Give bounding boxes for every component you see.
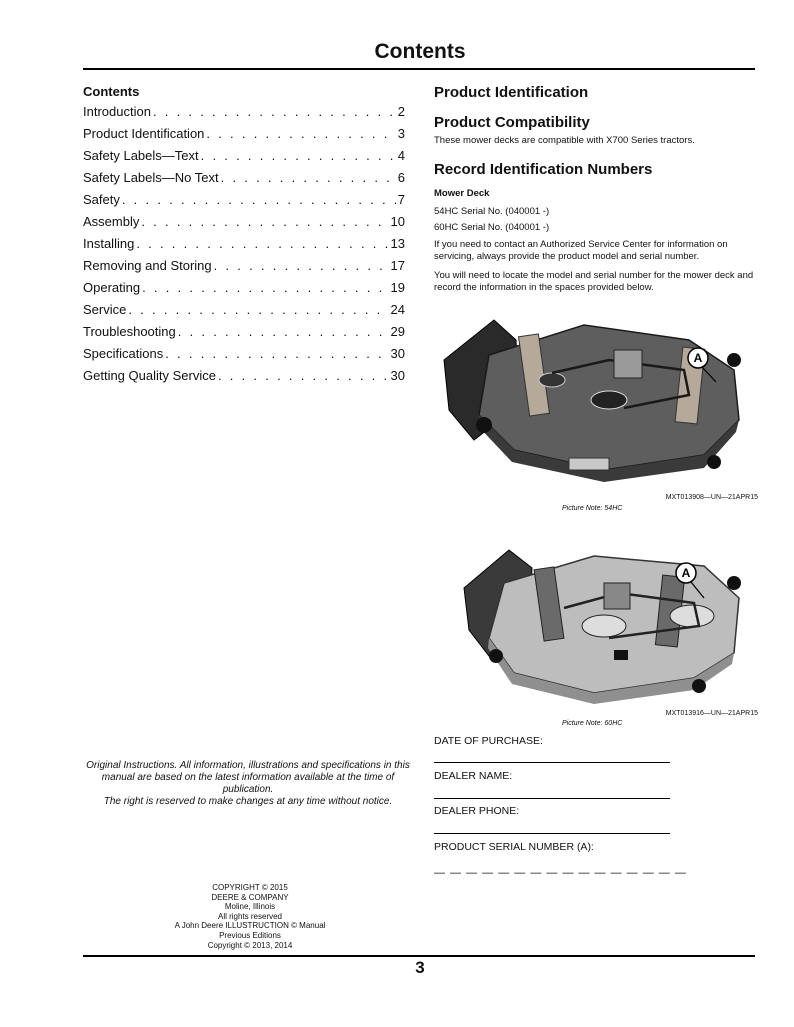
toc-entry[interactable] (83, 346, 405, 368)
date-of-purchase-line[interactable] (434, 762, 670, 763)
spindle-pulley (539, 373, 565, 387)
serial-60hc: 60HC Serial No. (040001 -) (434, 222, 550, 233)
toc-entry-page: 30 (390, 368, 405, 383)
figure-id-60hc: MXT013916—UN—21APR15 (665, 710, 758, 717)
compatibility-text: These mower decks are compatible with X700 Series tractors. (434, 135, 695, 146)
serial-54hc: 54HC Serial No. (040001 -) (434, 206, 550, 217)
toc-leader-dots (153, 104, 396, 119)
serial-number-blank[interactable]: — — — — — — — — — — — — — — — — (434, 867, 687, 879)
notice-line-2: The right is reserved to make changes at any time without notice. (103, 796, 393, 807)
copyright-block (160, 883, 340, 950)
dealer-phone-line[interactable] (434, 833, 670, 834)
toc-entry-title: Safety (83, 192, 120, 207)
copyright-line: Previous Editions (219, 930, 281, 940)
gauge-wheel (727, 353, 741, 367)
toc-entry[interactable] (83, 170, 405, 192)
callout-letter: A (693, 351, 703, 365)
toc-entry-title: Service (83, 302, 127, 317)
page-number: 3 (415, 958, 425, 977)
toc-leader-dots (128, 302, 388, 317)
toc-entry-title: Assembly (83, 214, 140, 229)
toc-entry-title: Specifications (83, 346, 164, 361)
toc-heading: Contents (83, 84, 140, 99)
toc-entry[interactable] (83, 104, 405, 126)
toc-entry-title: Safety Labels—Text (83, 148, 199, 163)
copyright-line: Copyright © 2013, 2014 (207, 940, 293, 950)
toc-leader-dots (178, 324, 389, 339)
toc-entry[interactable] (83, 236, 405, 258)
toc-entry-page: 7 (397, 192, 405, 207)
copyright-line: DEERE & COMPANY (211, 892, 289, 902)
locate-text: You will need to locate the model and serial number for the mower deck and record the information in the spaces provided below. (434, 270, 754, 293)
toc-leader-dots (141, 214, 388, 229)
gauge-wheel (489, 649, 503, 663)
toc-entry[interactable] (83, 126, 405, 148)
toc-entry-title: Operating (83, 280, 141, 295)
toc-leader-dots (206, 126, 395, 141)
toc-entry-page: 4 (397, 148, 405, 163)
footer-rule (83, 955, 755, 957)
spindle-pulley (670, 605, 714, 627)
header-rule (83, 68, 755, 70)
toc-entry[interactable] (83, 368, 405, 390)
record-numbers-heading: Record Identification Numbers (434, 161, 653, 178)
picture-note-60hc: Picture Note: 60HC (562, 720, 623, 727)
toc-entry-page: 10 (390, 214, 405, 229)
toc-entry-title: Troubleshooting (83, 324, 176, 339)
product-compatibility-heading: Product Compatibility (434, 114, 590, 131)
toc-entry-page: 13 (390, 236, 405, 251)
toc-entry[interactable] (83, 192, 405, 214)
toc-entry-title: Safety Labels—No Text (83, 170, 219, 185)
toc-entry-title: Getting Quality Service (83, 368, 216, 383)
toc-entry-page: 2 (397, 104, 405, 119)
spindle-pulley (582, 615, 626, 637)
toc-entry-title: Removing and Storing (83, 258, 212, 273)
gauge-wheel (707, 455, 721, 469)
toc-leader-dots (201, 148, 396, 163)
toc-entry-page: 3 (397, 126, 405, 141)
copyright-line: A John Deere ILLUSTRUCTION © Manual (174, 921, 326, 931)
copyright-line: COPYRIGHT © 2015 (212, 883, 288, 892)
toc-entry-title: Installing (83, 236, 135, 251)
dealer-phone-label: DEALER PHONE: (434, 805, 520, 817)
gearbox (614, 350, 642, 378)
serial-number-label: PRODUCT SERIAL NUMBER (A): (434, 841, 594, 853)
gauge-wheel (476, 417, 492, 433)
callout-letter: A (681, 566, 691, 580)
mower-deck-60hc-illustration (434, 538, 759, 708)
dealer-name-label: DEALER NAME: (434, 770, 513, 782)
toc-entry-page: 6 (397, 170, 405, 185)
toc-entry-page: 17 (390, 258, 405, 273)
mower-deck-label: Mower Deck (434, 188, 490, 199)
toc-leader-dots (221, 170, 396, 185)
front-roller (569, 458, 609, 470)
toc-leader-dots (122, 192, 396, 207)
dealer-name-line[interactable] (434, 798, 670, 799)
gauge-wheel (727, 576, 741, 590)
figure-id-54hc: MXT013908—UN—21APR15 (665, 494, 758, 501)
page-title: Contents (374, 40, 466, 63)
gearbox (604, 583, 630, 609)
gauge-wheel (692, 679, 706, 693)
toc-entry-page: 24 (390, 302, 405, 317)
mower-deck-54hc-illustration (434, 300, 759, 485)
toc-entry-page: 30 (390, 346, 405, 361)
copyright-line: Moline, Illinois (224, 902, 276, 912)
toc-leader-dots (142, 280, 388, 295)
toc-entry-page: 19 (390, 280, 405, 295)
toc-leader-dots (136, 236, 388, 251)
toc-leader-dots (218, 368, 389, 383)
toc-leader-dots (165, 346, 388, 361)
spindle-pulley (591, 391, 627, 409)
toc-entry[interactable] (83, 214, 405, 236)
toc-entry[interactable] (83, 148, 405, 170)
toc-entry-title: Product Identification (83, 126, 205, 141)
toc-entry[interactable] (83, 258, 405, 280)
notice-line-1: Original Instructions. All information, illustrations and specifications in this manual are based on the latest information available at the time of publication. (86, 760, 410, 795)
notice-text (83, 760, 413, 808)
toc-entry-title: Introduction (83, 104, 151, 119)
product-identification-heading: Product Identification (434, 84, 589, 101)
toc-list (83, 104, 405, 390)
toc-entry[interactable] (83, 302, 405, 324)
toc-entry[interactable] (83, 324, 405, 346)
contact-text: If you need to contact an Authorized Service Center for information on servicing, always provide the product model and serial number. (434, 239, 728, 262)
decal (614, 650, 628, 660)
toc-leader-dots (214, 258, 389, 273)
toc-entry-page: 29 (390, 324, 405, 339)
date-of-purchase-label: DATE OF PURCHASE: (434, 735, 543, 747)
picture-note-54hc: Picture Note: 54HC (562, 505, 623, 512)
copyright-line: All rights reserved (217, 911, 283, 921)
toc-entry[interactable] (83, 280, 405, 302)
